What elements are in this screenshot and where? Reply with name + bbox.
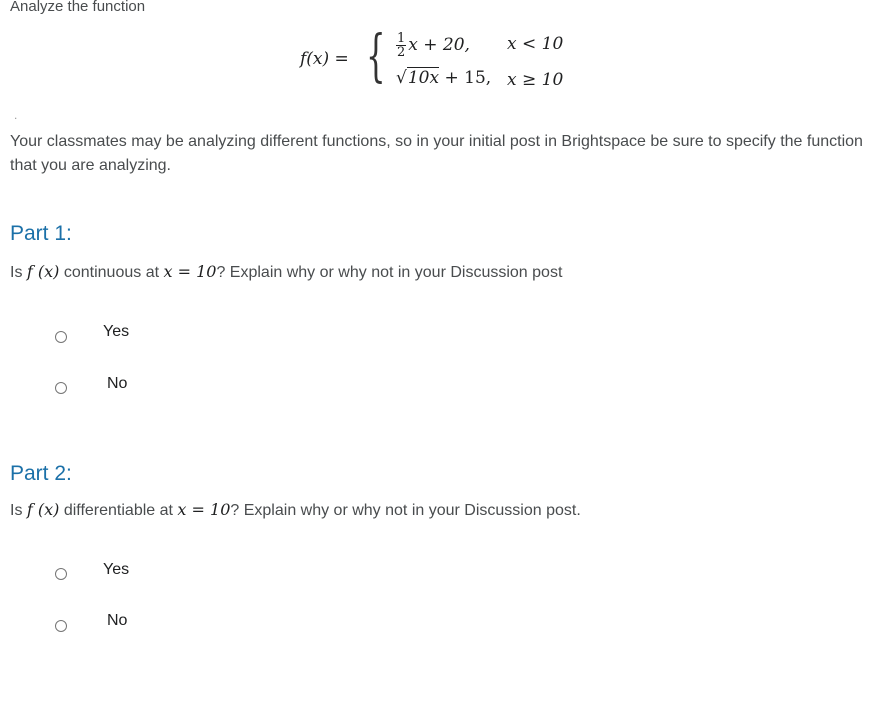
left-brace: { <box>366 24 386 89</box>
formula-case-2: √10x + 15, <box>396 68 492 88</box>
part-1-no-label[interactable]: No <box>107 375 128 392</box>
part-1-no-radio[interactable] <box>55 382 67 394</box>
piecewise-formula <box>300 24 580 102</box>
intro-text: Analyze the function <box>10 0 146 15</box>
part-1-yes-label[interactable]: Yes <box>103 323 130 340</box>
part-2-no-label[interactable]: No <box>107 612 128 629</box>
part-2-no-radio[interactable] <box>55 620 67 632</box>
instructions-note: Your classmates may be analyzing different functions, so in your initial post in Brightspace be sure to specify the function that you are analyzing. <box>10 133 863 174</box>
part-1-yes-radio[interactable] <box>55 331 67 343</box>
part-2-title: Part 2: <box>10 462 72 485</box>
formula-lhs: f(x) = <box>300 49 349 69</box>
formula-condition-1: x < 10 <box>507 34 564 54</box>
fraction: $\frac{1}{2}$ <box>397 31 406 60</box>
formula-condition-2: x ≥ 10 <box>507 70 564 90</box>
part-2-question: Is f (x) differentiable at x = 10? Explain why or why not in your Discussion post. <box>10 500 581 519</box>
part-2-yes-label[interactable]: Yes <box>103 561 130 578</box>
formula-case-1: $\frac{1}{2}$ x + 20, <box>397 31 470 60</box>
part-1-question: Is f (x) continuous at x = 10? Explain why or why not in your Discussion post <box>10 262 563 281</box>
part-1-title: Part 1: <box>10 222 72 245</box>
separator-dot: . <box>14 108 18 122</box>
part-2-yes-radio[interactable] <box>55 568 67 580</box>
